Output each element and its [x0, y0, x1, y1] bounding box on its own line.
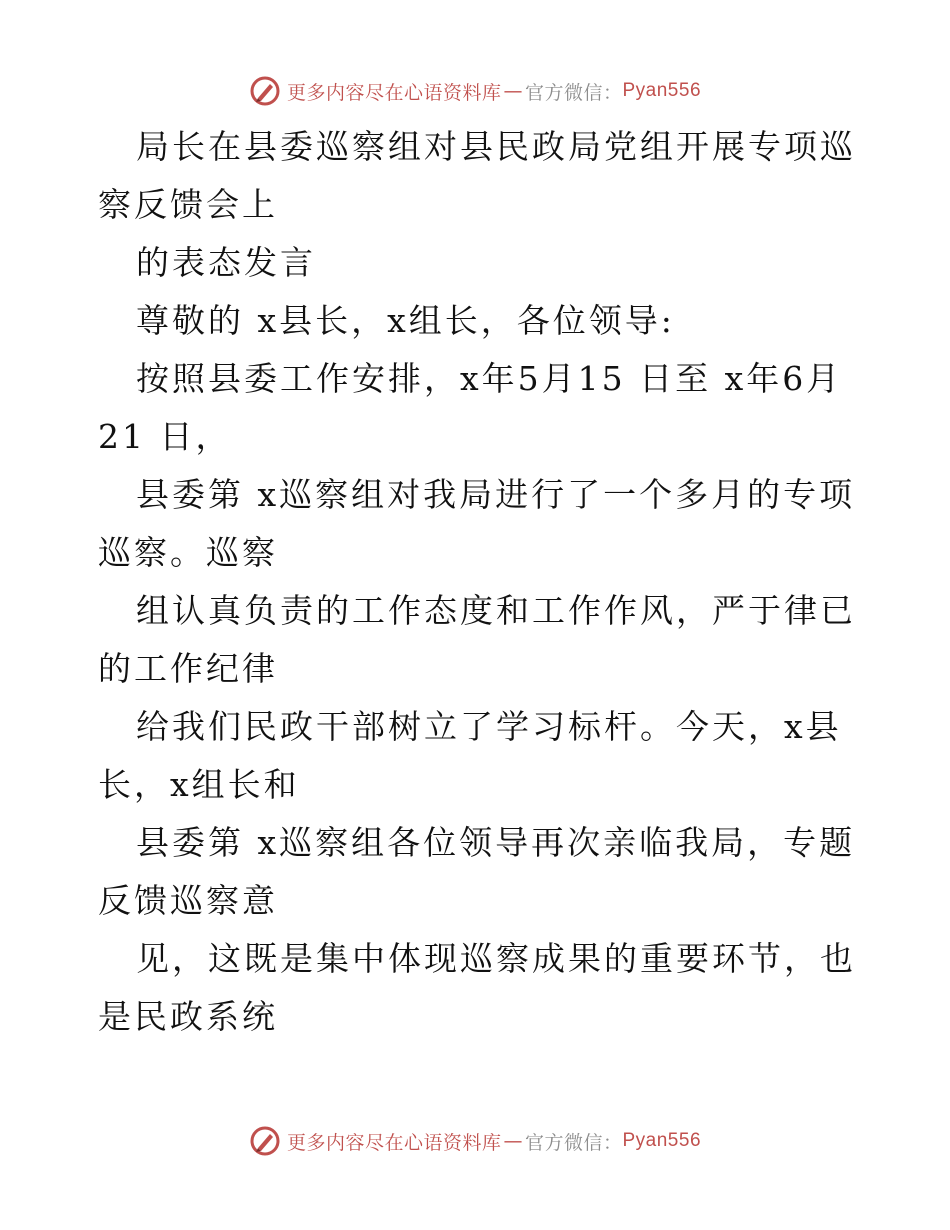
- banner-handle: Pyan556: [622, 1130, 702, 1151]
- pen-logo-icon: [249, 75, 281, 107]
- paragraph-2: 县委第 x巡察组对我局进行了一个多月的专项巡察。巡察: [98, 475, 856, 572]
- footer-watermark-banner: [0, 1121, 950, 1161]
- banner-brand: 更多内容尽在心语资料库: [286, 81, 502, 104]
- banner-separator: —: [503, 80, 523, 102]
- paragraph-4: 给我们民政干部树立了学习标杆。今天，x县长，x组长和: [98, 707, 842, 804]
- paragraph-salutation: 尊敬的 x县长，x组长，各位领导:: [136, 301, 675, 340]
- document-body: [98, 118, 858, 1046]
- paragraph-title-line-1: 局长在县委巡察组对县民政局党组开展专项巡察反馈会上: [98, 127, 856, 224]
- paragraph-6: 见，这既是集中体现巡察成果的重要环节，也是民政系统: [98, 939, 856, 1036]
- paragraph-5: 县委第 x巡察组各位领导再次亲临我局，专题反馈巡察意: [98, 823, 856, 920]
- paragraph-title-line-2: 的表态发言: [136, 243, 316, 282]
- paragraph-1: 按照县委工作安排，x年5月15 日至 x年6月21 日，: [98, 359, 843, 456]
- header-watermark-banner: [0, 71, 950, 111]
- banner-brand: 更多内容尽在心语资料库: [286, 1131, 502, 1154]
- banner-separator: —: [503, 1130, 523, 1152]
- banner-official-label: 官方微信：: [524, 81, 623, 104]
- banner-official-label: 官方微信：: [524, 1131, 623, 1154]
- banner-handle: Pyan556: [622, 80, 702, 101]
- pen-logo-icon: [249, 1125, 281, 1157]
- paragraph-3: 组认真负责的工作态度和工作作风，严于律已的工作纪律: [98, 591, 856, 688]
